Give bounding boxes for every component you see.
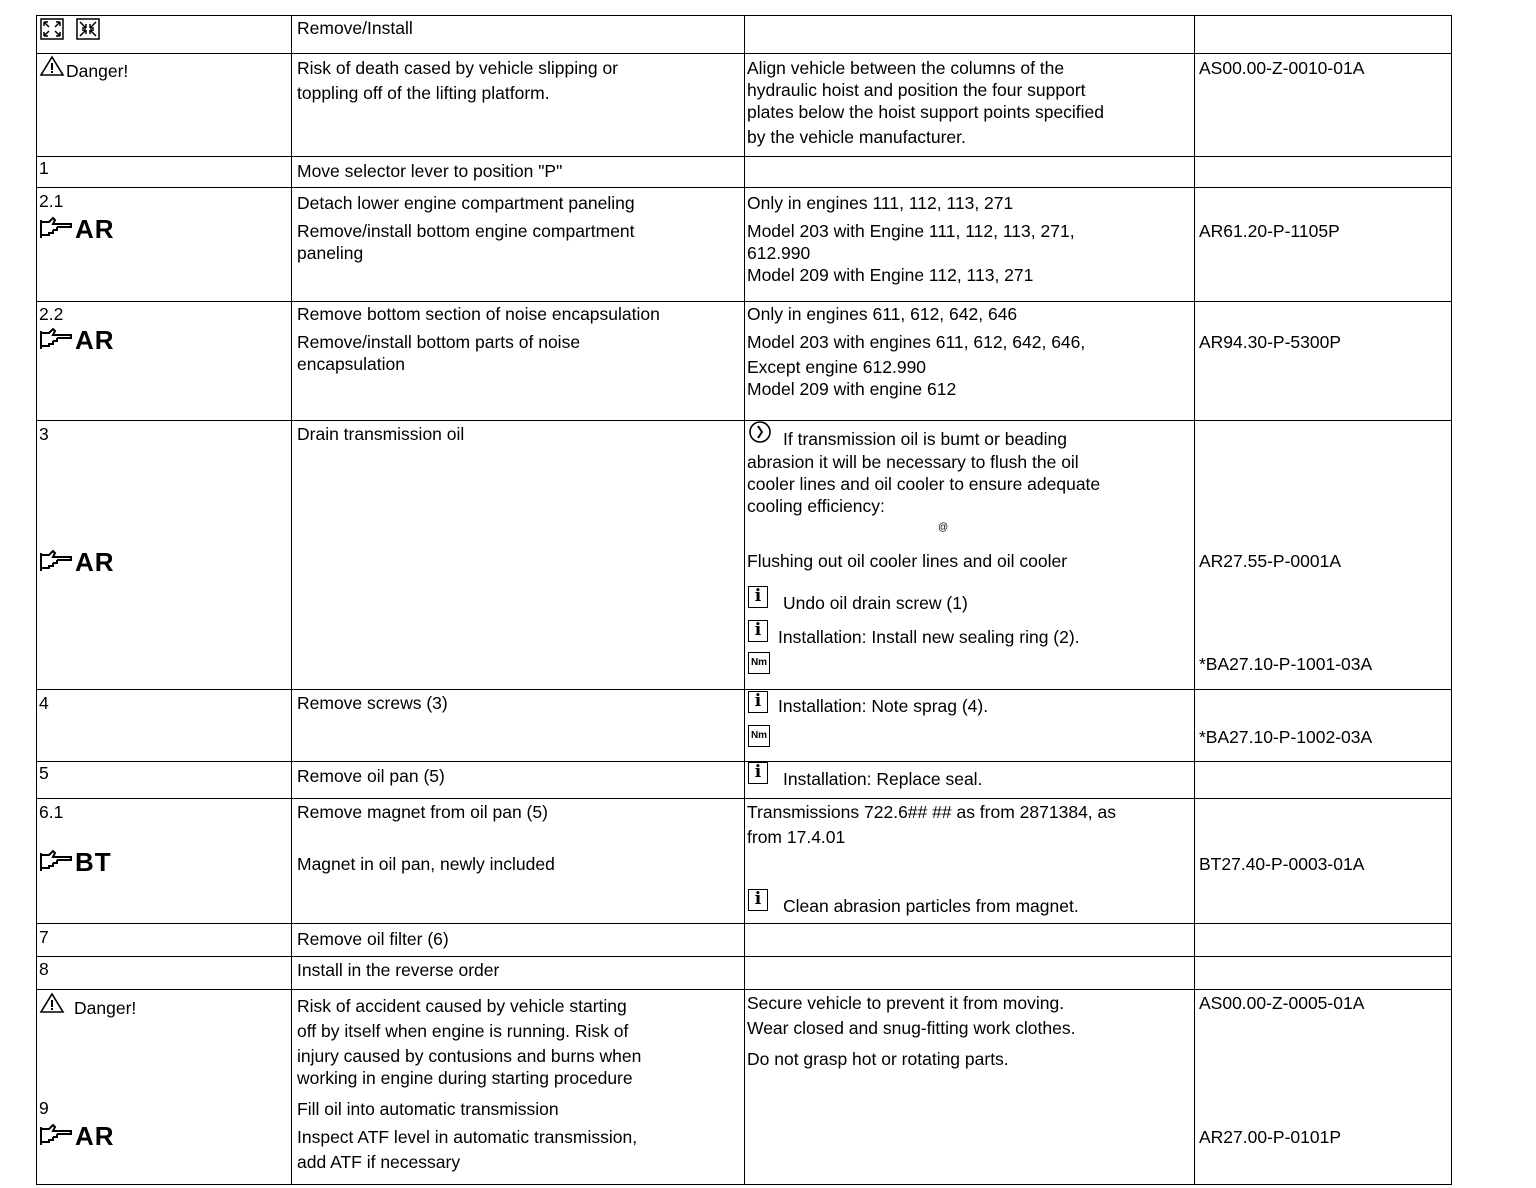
column-divider bbox=[1194, 15, 1195, 1185]
model-note: Model 209 with engine 612 bbox=[747, 379, 957, 399]
column-divider bbox=[291, 15, 292, 1185]
row-divider bbox=[36, 689, 1452, 690]
ar-reference-marker[interactable] bbox=[39, 215, 115, 243]
step-text: Remove magnet from oil pan (5) bbox=[297, 802, 548, 822]
danger-label: Danger! bbox=[66, 61, 129, 81]
reference-link[interactable]: AS00.00-Z-0005-01A bbox=[1199, 993, 1365, 1013]
step-number: 3 bbox=[39, 424, 49, 444]
danger-note: Secure vehicle to prevent it from moving. bbox=[747, 993, 1065, 1013]
step-number: 8 bbox=[39, 959, 49, 979]
step-text: Drain transmission oil bbox=[297, 424, 465, 444]
danger-description: off by itself when engine is running. Risk of bbox=[297, 1021, 629, 1041]
model-note: Model 209 with Engine 112, 113, 271 bbox=[747, 265, 1034, 285]
model-note: Model 203 with engines 611, 612, 642, 646, bbox=[747, 332, 1086, 352]
pointing-hand-icon bbox=[39, 1123, 73, 1147]
step-note: cooling efficiency: bbox=[747, 496, 885, 516]
row-divider bbox=[36, 420, 1452, 421]
bt-label: BT bbox=[75, 847, 112, 877]
pointing-hand-icon bbox=[39, 849, 73, 873]
step-number: 2.1 bbox=[39, 191, 64, 211]
torque-nm-icon: Nm bbox=[748, 652, 770, 674]
info-box-icon: i bbox=[748, 691, 768, 713]
danger-description: working in engine during starting procedure bbox=[297, 1068, 633, 1088]
model-note: 612.990 bbox=[747, 243, 811, 263]
ar-label: AR bbox=[75, 547, 115, 577]
step-note: abrasion it will be necessary to flush the oil bbox=[747, 452, 1079, 472]
step-text: Detach lower engine compartment paneling bbox=[297, 193, 635, 213]
danger-note: by the vehicle manufacturer. bbox=[747, 127, 966, 147]
step-text: Fill oil into automatic transmission bbox=[297, 1099, 559, 1119]
row-divider bbox=[36, 301, 1452, 302]
info-box-icon: i bbox=[748, 620, 768, 642]
info-box-icon: i bbox=[748, 762, 768, 784]
step-number: 5 bbox=[39, 763, 49, 783]
step-subtext: add ATF if necessary bbox=[297, 1152, 461, 1172]
model-note: Except engine 612.990 bbox=[747, 357, 927, 377]
reference-link[interactable]: AR27.55-P-0001A bbox=[1199, 551, 1342, 571]
row-divider bbox=[36, 156, 1452, 157]
column-divider bbox=[744, 15, 745, 1185]
danger-note: hydraulic hoist and position the four support bbox=[747, 80, 1086, 100]
at-marker: @ bbox=[938, 522, 949, 533]
reference-link[interactable]: AR27.00-P-0101P bbox=[1199, 1127, 1342, 1147]
step-number: 9 bbox=[39, 1098, 49, 1118]
pointing-hand-icon bbox=[39, 327, 73, 351]
info-box-icon: i bbox=[748, 586, 768, 608]
step-number: 7 bbox=[39, 927, 49, 947]
procedure-title: Remove/Install bbox=[297, 18, 413, 38]
step-number: 1 bbox=[39, 158, 49, 178]
step-note: If transmission oil is bumt or beading bbox=[783, 429, 1068, 449]
row-divider bbox=[36, 923, 1452, 924]
info-box-icon: i bbox=[748, 889, 768, 911]
step-text: Move selector lever to position "P" bbox=[297, 161, 563, 181]
step-subtext: encapsulation bbox=[297, 354, 405, 374]
pointing-hand-icon bbox=[39, 549, 73, 573]
info-text: Installation: Note sprag (4). bbox=[778, 696, 989, 716]
ar-label: AR bbox=[75, 325, 115, 355]
row-divider bbox=[36, 956, 1452, 957]
step-number: 2.2 bbox=[39, 304, 64, 324]
reference-link[interactable]: AS00.00-Z-0010-01A bbox=[1199, 58, 1365, 78]
warning-triangle-icon bbox=[39, 55, 65, 77]
danger-note: Align vehicle between the columns of the bbox=[747, 58, 1065, 78]
step-subtext: Inspect ATF level in automatic transmission, bbox=[297, 1127, 638, 1147]
step-note: Only in engines 111, 112, 113, 271 bbox=[747, 193, 1014, 213]
pointing-hand-icon bbox=[39, 216, 73, 240]
row-divider bbox=[36, 989, 1452, 990]
note-circle-icon bbox=[747, 420, 773, 444]
ar-reference-marker[interactable] bbox=[39, 1122, 115, 1150]
step-note: Flushing out oil cooler lines and oil cooler bbox=[747, 551, 1068, 571]
row-divider bbox=[36, 798, 1452, 799]
danger-label: Danger! bbox=[74, 998, 137, 1018]
step-text: Remove oil filter (6) bbox=[297, 929, 449, 949]
step-number: 6.1 bbox=[39, 802, 64, 822]
step-text: Remove bottom section of noise encapsulation bbox=[297, 304, 660, 324]
danger-description: injury caused by contusions and burns when bbox=[297, 1046, 642, 1066]
danger-description: toppling off of the lifting platform. bbox=[297, 83, 550, 103]
danger-note: plates below the hoist support points specified bbox=[747, 102, 1105, 122]
bt-reference-marker[interactable] bbox=[39, 848, 112, 876]
ar-reference-marker[interactable] bbox=[39, 326, 115, 354]
reference-link[interactable]: AR61.20-P-1105P bbox=[1199, 221, 1340, 241]
info-text: Undo oil drain screw (1) bbox=[783, 593, 968, 613]
danger-note: Do not grasp hot or rotating parts. bbox=[747, 1049, 1009, 1069]
model-note: Model 203 with Engine 111, 112, 113, 271, bbox=[747, 221, 1075, 241]
danger-description: Risk of accident caused by vehicle starting bbox=[297, 996, 627, 1016]
collapse-icon[interactable] bbox=[76, 18, 100, 40]
ar-label: AR bbox=[75, 214, 115, 244]
reference-link[interactable]: *BA27.10-P-1002-03A bbox=[1199, 727, 1373, 747]
step-note: cooler lines and oil cooler to ensure adequate bbox=[747, 474, 1101, 494]
step-note: Transmissions 722.6## ## as from 2871384, as bbox=[747, 802, 1117, 822]
step-subtext: Remove/install bottom engine compartment bbox=[297, 221, 635, 241]
torque-nm-icon: Nm bbox=[748, 725, 770, 747]
row-divider bbox=[36, 53, 1452, 54]
warning-triangle-icon bbox=[39, 992, 65, 1014]
step-subtext: paneling bbox=[297, 243, 364, 263]
reference-link[interactable]: BT27.40-P-0003-01A bbox=[1199, 854, 1365, 874]
reference-link[interactable]: *BA27.10-P-1001-03A bbox=[1199, 654, 1373, 674]
step-note: from 17.4.01 bbox=[747, 827, 846, 847]
info-text: Installation: Install new sealing ring (2). bbox=[778, 627, 1080, 647]
step-subtext: Remove/install bottom parts of noise bbox=[297, 332, 581, 352]
ar-reference-marker[interactable] bbox=[39, 548, 115, 576]
step-text: Remove oil pan (5) bbox=[297, 766, 445, 786]
ar-label: AR bbox=[75, 1121, 115, 1151]
info-text: Installation: Replace seal. bbox=[783, 769, 983, 789]
reference-link[interactable]: AR94.30-P-5300P bbox=[1199, 332, 1342, 352]
row-divider bbox=[36, 187, 1452, 188]
info-text: Clean abrasion particles from magnet. bbox=[783, 896, 1079, 916]
step-note: Only in engines 611, 612, 642, 646 bbox=[747, 304, 1018, 324]
danger-description: Risk of death cased by vehicle slipping or bbox=[297, 58, 619, 78]
step-text: Remove screws (3) bbox=[297, 693, 448, 713]
step-text: Install in the reverse order bbox=[297, 960, 500, 980]
step-subtext: Magnet in oil pan, newly included bbox=[297, 854, 555, 874]
expand-icon[interactable] bbox=[40, 18, 64, 40]
step-number: 4 bbox=[39, 693, 49, 713]
danger-note: Wear closed and snug-fitting work clothes. bbox=[747, 1018, 1076, 1038]
row-divider bbox=[36, 761, 1452, 762]
